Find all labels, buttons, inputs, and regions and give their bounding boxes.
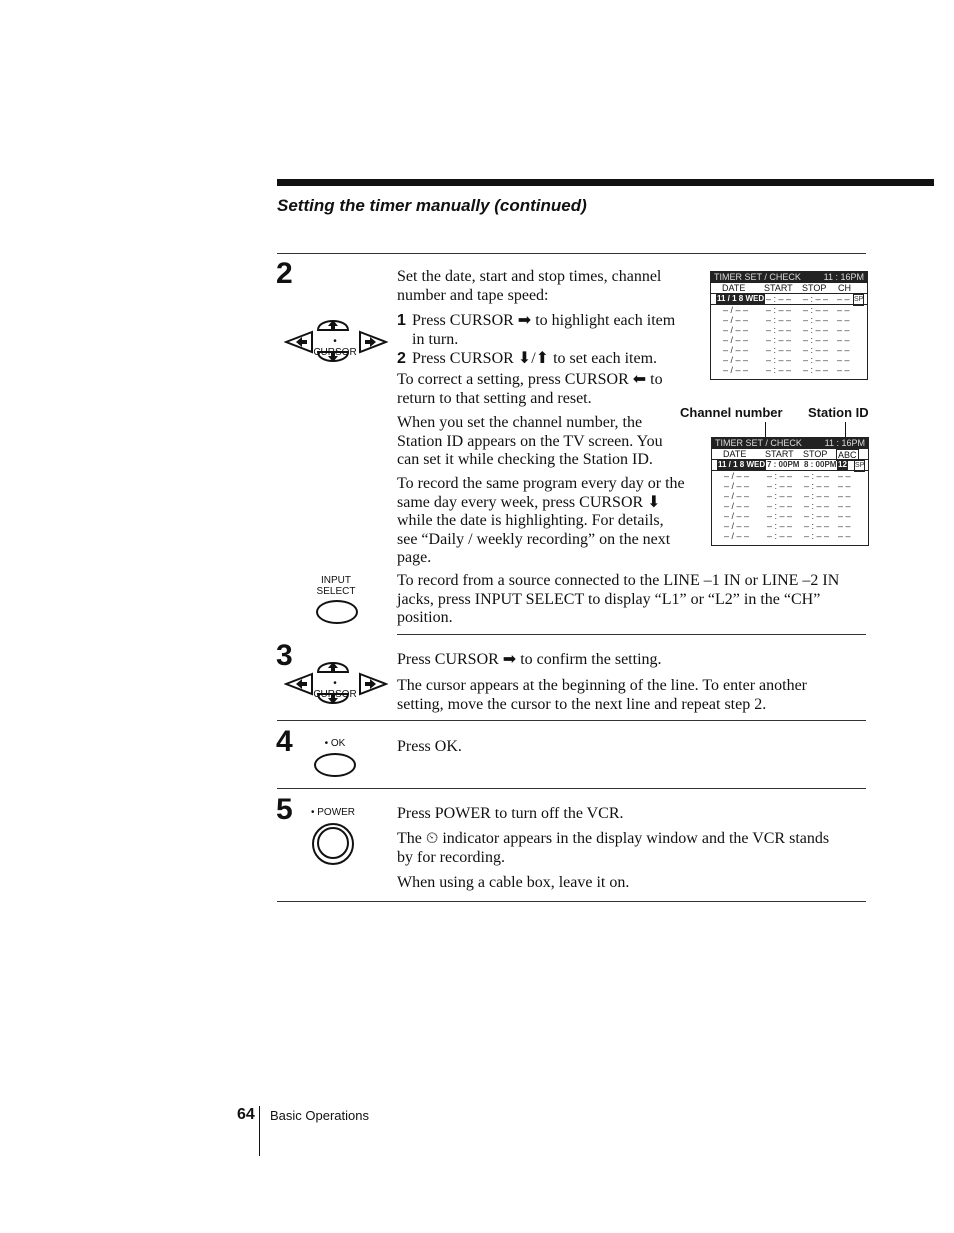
header-rule: [277, 179, 934, 186]
screen1-empty-rows: – / – – – : – – – : – – – – – / – – – : – – – : – – – – – / – – – : – – – : – – – – – / – – – : – – – : – – – – – / – – – : – – – : – – – – – / – – – : – – – : – – – – – / – – – : – – – : – – – –: [723, 305, 850, 375]
screen1-header: DATE START STOP CH: [722, 283, 851, 293]
header-title: Setting the timer manually (continued): [277, 196, 587, 215]
step5-line1: Press POWER to turn off the VCR.: [397, 805, 624, 822]
power-button[interactable]: [311, 822, 355, 866]
step4-number: 4: [276, 725, 293, 758]
step5-number: 5: [276, 793, 293, 826]
power-button-icon: [311, 822, 355, 866]
step2-sub2-text: Press CURSOR ⬇/⬆ to set each item.: [412, 350, 658, 367]
power-label: • POWER: [310, 807, 356, 818]
footer-divider: [259, 1106, 260, 1156]
step2-number: 2: [276, 257, 293, 290]
cursor-pad[interactable]: [284, 312, 388, 370]
timer-screen-2: [711, 437, 869, 546]
step5-line3: When using a cable box, leave it on.: [397, 874, 630, 891]
step4-rule: [277, 720, 866, 721]
screen1-row-first: 11 / 1 8 WED – : – – – : – – – – SP: [711, 293, 867, 305]
page-number: 64: [237, 1106, 255, 1123]
screen2-header: DATE START STOP ABC: [723, 449, 857, 460]
step5-rule: [277, 788, 866, 789]
bottom-rule: [277, 901, 866, 902]
ok-button[interactable]: [314, 753, 356, 777]
input-select-label: INPUT SELECT: [316, 575, 356, 597]
step4-text: Press OK.: [397, 738, 462, 755]
step2-intro: Set the date, start and stop times, channel number and tape speed:: [397, 268, 662, 304]
step2-station: When you set the channel number, the Station ID appears on the TV screen. You can set it while checking the Station ID.: [397, 414, 663, 468]
step3-line1: Press CURSOR ➡ to confirm the setting.: [397, 651, 662, 668]
step3-number: 3: [276, 639, 293, 672]
step2-input-text: To record from a source connected to the LINE –1 IN or LINE –2 IN jacks, press INPUT SELECT to display “L1” or “L2” in the “CH” position.: [397, 572, 840, 626]
step5-line2: The ⏲ indicator appears in the display window and the VCR stands by for recording.: [397, 830, 830, 866]
screen2-empty-rows: – / – – – : – – – : – – – – – / – – – : – – – : – – – – – / – – – : – – – : – – – – – / – – – : – – – : – – – – – / – – – : – – – : – – – – – / – – – : – – – : – – – – – / – – – : – – – : – – – –: [724, 471, 851, 541]
label-channel-number: Channel number: [680, 405, 783, 420]
ok-label: • OK: [324, 738, 346, 749]
footer-section: Basic Operations: [270, 1108, 369, 1123]
step2-sub1-text: Press CURSOR ➡ to highlight each item in turn.: [412, 312, 676, 348]
input-select-button[interactable]: [316, 600, 358, 624]
screen2-row-first: 11 / 1 8 WED 7 : 00PM 8 : 00PM 12 SP: [712, 459, 868, 471]
cursor-pad-step3[interactable]: [284, 654, 388, 712]
step3-line2: The cursor appears at the beginning of the line. To enter another setting, move the cursor to the next line and repeat step 2.: [397, 677, 807, 713]
step2-rule: [277, 253, 866, 254]
screen2-bar: TIMER SET / CHECK 11 : 16PM: [712, 438, 868, 449]
step2-sub1-num: 1: [397, 312, 406, 329]
cursor-label: • CURSOR: [313, 678, 357, 700]
step3-rule: [397, 634, 866, 635]
cursor-label: • CURSOR: [313, 336, 357, 358]
step2-sub2-num: 2: [397, 350, 406, 367]
step2-correct: To correct a setting, press CURSOR ⬅ to return to that setting and reset.: [397, 371, 663, 407]
screen1-bar: TIMER SET / CHECK 11 : 16PM: [711, 272, 867, 283]
timer-screen-1: [710, 271, 868, 380]
label-station-id: Station ID: [808, 405, 869, 420]
step2-record-same: To record the same program every day or the same day every week, press CURSOR ⬇ while the date is highlighting. For details, see “Daily / weekly recording” on the next page.: [397, 475, 685, 566]
